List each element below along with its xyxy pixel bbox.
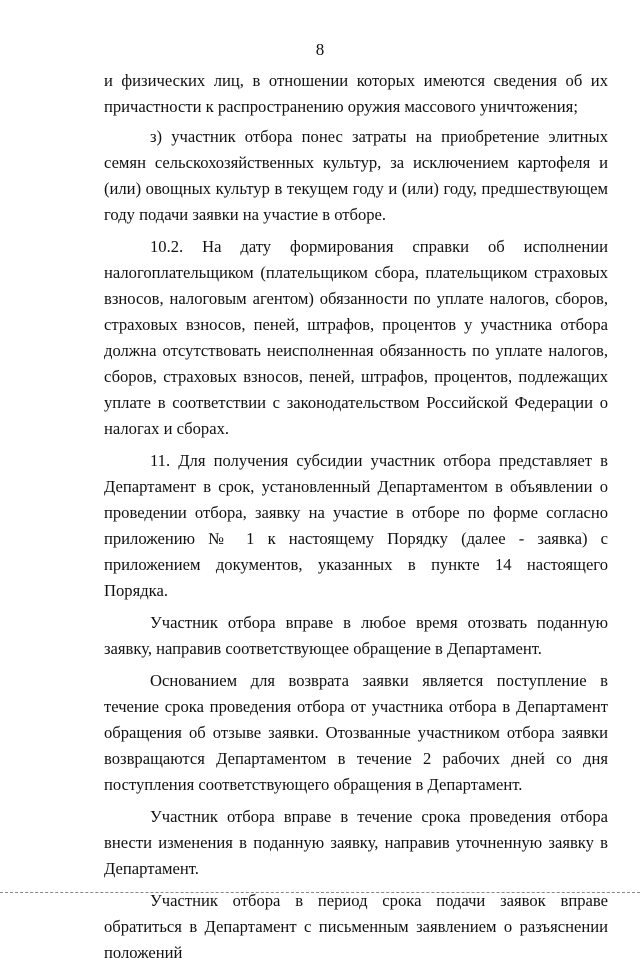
paragraph-clause-11: 11. Для получения субсидии участник отбора представляет в Департамент в срок, установленный Департаментом в объявлении о проведении отбора, заявку на участие в отборе по форме согласно приложению № 1 к настоящему Порядку (далее - заявка) с приложением документов, указанных в пункте 14 настоящего Порядка. xyxy=(104,451,608,600)
paragraph-clause-10-2: 10.2. На дату формирования справки об исполнении налогоплательщиком (плательщиком сбора, плательщиком страховых взносов, налоговым агентом) обязанности по уплате налогов, сборов, страховых взносов, пеней, штрафов, процентов у участника отбора должна отсутствовать неисполненная обязанность по уплате налогов, сборов, страховых взносов, пеней, штрафов, процентов, подлежащих уплате в соответствии с законодательством Российской Федерации о налогах и сборах. xyxy=(104,237,608,438)
paragraph-return-grounds: Основанием для возврата заявки является поступление в течение срока проведения отбора от участника отбора в Департамент обращения об отзыве заявки. Отозванные участником отбора заявки возвращаются Департаментом в течение 2 рабочих дней со дня поступления соответствующего обращения в Департамент. xyxy=(104,671,608,794)
paragraph-clarification-request: Участник отбора в период срока подачи заявок вправе обратиться в Департамент с письменным заявлением о разъяснении положений xyxy=(104,891,608,962)
paragraph-withdraw-application: Участник отбора вправе в любое время отозвать поданную заявку, направив соответствующее обращение в Департамент. xyxy=(104,613,608,658)
document-body xyxy=(104,68,608,966)
paragraph-item-z: з) участник отбора понес затраты на приобретение элитных семян сельскохозяйственных культур, за исключением картофеля и (или) овощных культур в текущем году и (или) году, предшествующем году подачи заявки на участие в отборе. xyxy=(104,127,608,224)
paragraph-continuation: и физических лиц, в отношении которых имеются сведения об их причастности к распространению оружия массового уничтожения; xyxy=(104,71,608,116)
page-number: 8 xyxy=(315,40,325,59)
paragraph-amend-application: Участник отбора вправе в течение срока проведения отбора внести изменения в поданную заявку, направив уточненную заявку в Департамент. xyxy=(104,807,608,878)
page-bottom-edge xyxy=(0,892,640,893)
